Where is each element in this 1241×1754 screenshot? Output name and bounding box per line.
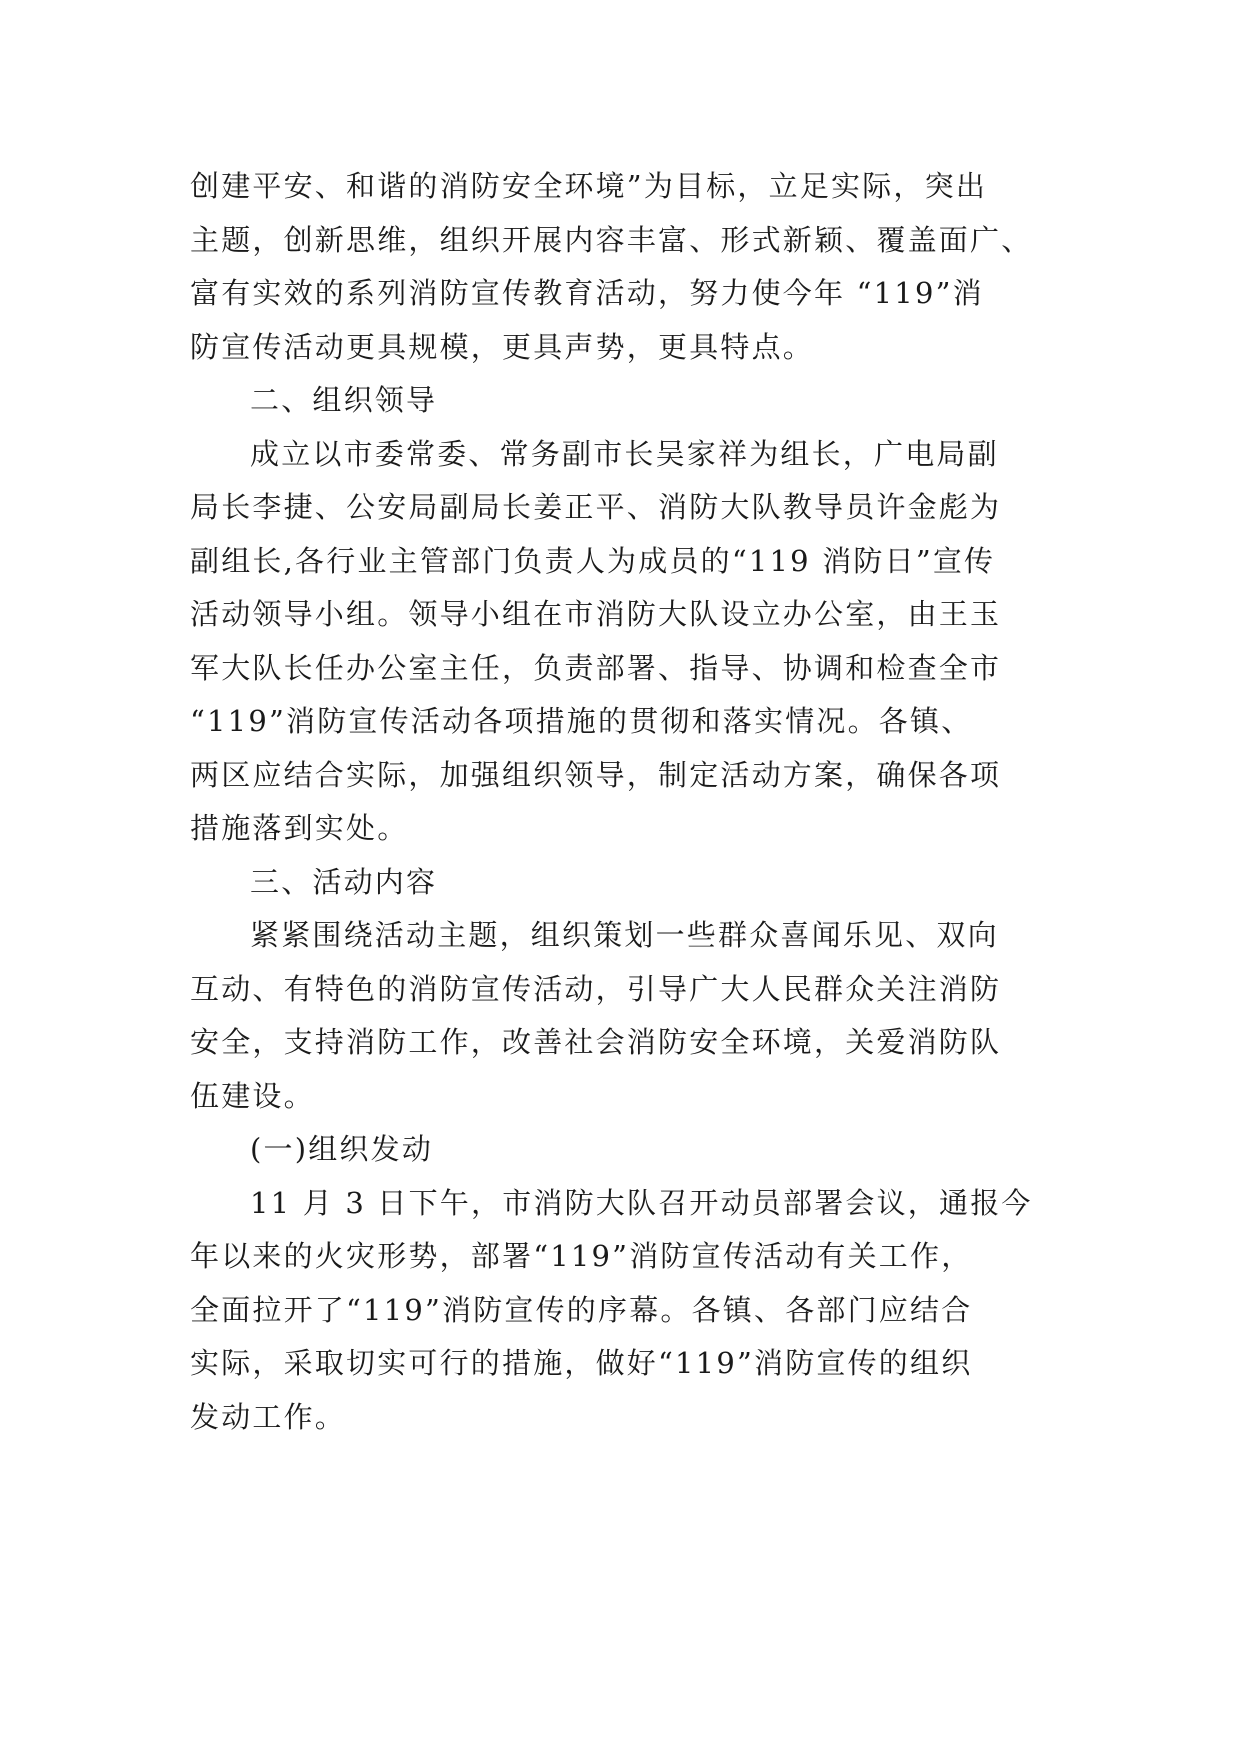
text-line: 伍建设。: [190, 1078, 315, 1113]
text-line: “119”消防宣传活动各项措施的贯彻和落实情况。各镇、: [190, 704, 973, 738]
text-line: 实际，采取切实可行的措施，做好“119”消防宣传的组织: [190, 1346, 973, 1380]
document-body: [190, 160, 1050, 1444]
text-line: 军大队长任办公室主任，负责部署、指导、协调和检查全市: [190, 650, 1002, 685]
text-line: 成立以市委常委、常务副市长吴家祥为组长，广电局副: [250, 436, 999, 471]
paragraph-activities: [190, 909, 1050, 1123]
text-line: 安全，支持消防工作，改善社会消防安全环境，关爱消防队: [190, 1025, 1002, 1059]
section-heading-activities: [190, 856, 1050, 910]
text-line: 年以来的火灾形势，部署“119”消防宣传活动有关工作，: [190, 1239, 973, 1273]
subsection-heading-mobilization: [190, 1123, 1050, 1177]
text-line: 互动、有特色的消防宣传活动，引导广大人民群众关注消防: [190, 971, 1002, 1006]
text-line: 11 月 3 日下午，市消防大队召开动员部署会议，通报今: [250, 1185, 1033, 1220]
paragraph-mobilization: [190, 1177, 1050, 1445]
text-line: 创建平安、和谐的消防安全环境”为目标，立足实际，突出: [190, 169, 988, 203]
text-line: 富有实效的系列消防宣传教育活动，努力使今年 “119”消: [190, 276, 984, 310]
text-line: 局长李捷、公安局副局长姜正平、消防大队教导员许金彪为: [190, 490, 1002, 524]
paragraph-leadership: [190, 428, 1050, 856]
text-line: 活动领导小组。领导小组在市消防大队设立办公室，由王玉: [190, 597, 1002, 631]
heading-line: 二、组织领导: [250, 383, 438, 417]
paragraph-goal: [190, 160, 1050, 374]
section-heading-organization: [190, 374, 1050, 428]
text-line: 措施落到实处。: [190, 811, 409, 845]
text-line: 发动工作。: [190, 1399, 347, 1434]
text-line: 紧紧围绕活动主题，组织策划一些群众喜闻乐见、双向: [250, 918, 999, 952]
text-line: 防宣传活动更具规模，更具声势，更具特点。: [190, 329, 815, 364]
heading-line: (一)组织发动: [250, 1132, 434, 1166]
text-line: 主题，创新思维，组织开展内容丰富、形式新颖、覆盖面广、: [190, 222, 1033, 257]
text-line: 副组长,各行业主管部门负责人为成员的“119 消防日”宣传: [190, 543, 996, 578]
heading-line: 三、活动内容: [250, 864, 438, 899]
text-line: 两区应结合实际，加强组织领导，制定活动方案，确保各项: [190, 757, 1002, 792]
text-line: 全面拉开了“119”消防宣传的序幕。各镇、各部门应结合: [190, 1292, 973, 1327]
